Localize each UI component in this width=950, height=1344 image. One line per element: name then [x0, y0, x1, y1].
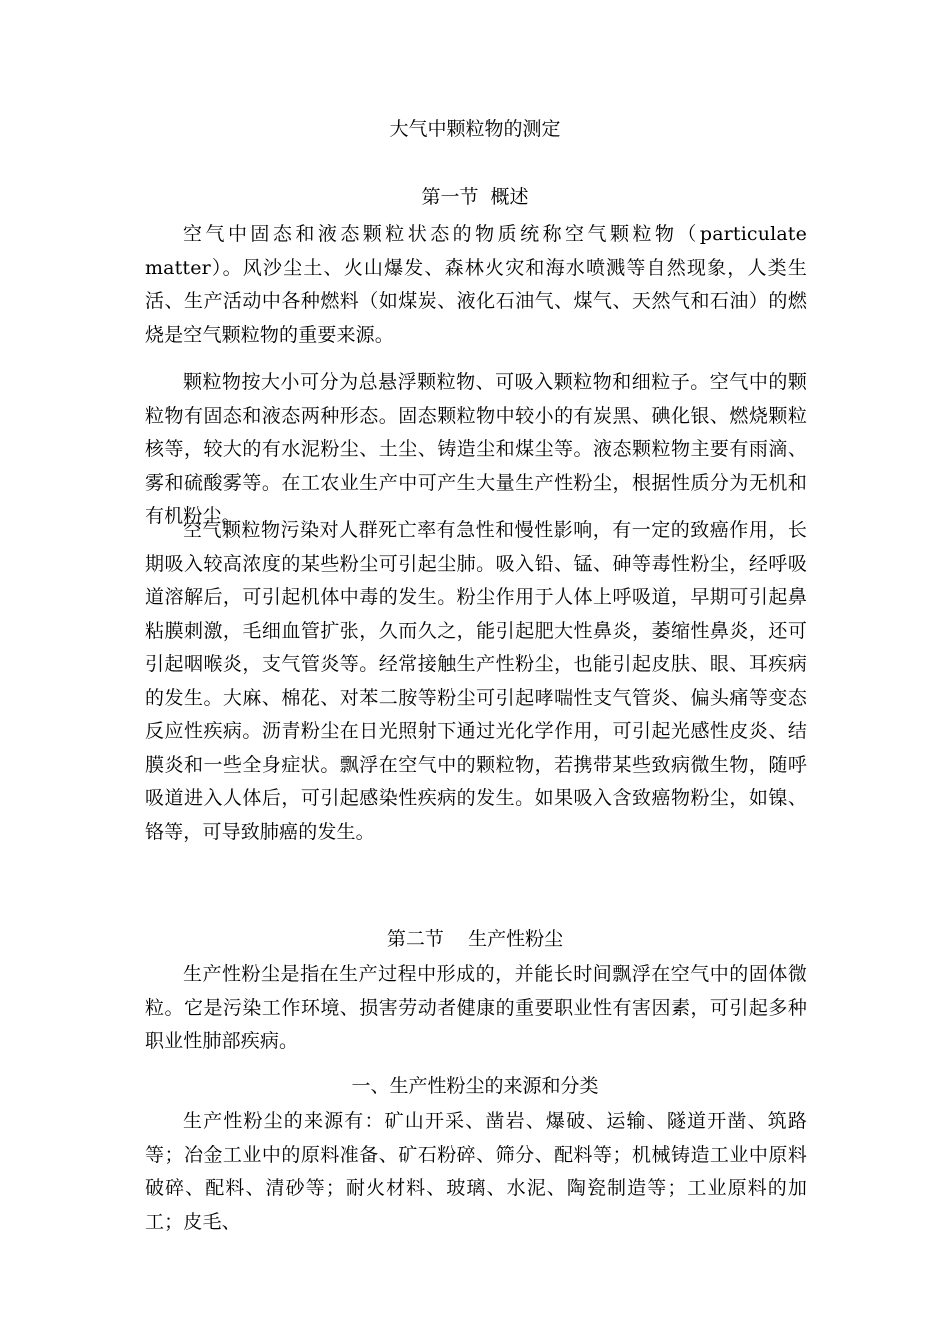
section-1-paragraph-2: 颗粒物按大小可分为总悬浮颗粒物、可吸入颗粒物和细粒子。空气中的颗粒物有固态和液态两种形态。固态颗粒物中较小的有炭黑、碘化银、燃烧颗粒核等，较大的有水泥粉尘、土尘、铸造尘和煤尘等。液态颗粒物主要有雨滴、雾和硫酸雾等。在工农业生产中可产生大量生产性粉尘，根据性质分为无机和有机粉尘。	[145, 371, 807, 527]
section-1-paragraph-3: 空气颗粒物污染对人群死亡率有急性和慢性影响，有一定的致癌作用，长期吸入较高浓度的某些粉尘可引起尘肺。吸入铅、锰、砷等毒性粉尘，经呼吸道溶解后，可引起机体中毒的发生。粉尘作用于人体上呼吸道，早期可引起鼻粘膜刺激，毛细血管扩张，久而久之，能引起肥大性鼻炎，萎缩性鼻炎，还可引起咽喉炎，支气管炎等。经常接触生产性粉尘，也能引起皮肤、眼、耳疾病的发生。大麻、棉花、对苯二胺等粉尘可引起哮喘性支气管炎、偏头痛等变态反应性疾病。沥青粉尘在日光照射下通过光化学作用，可引起光感性皮炎、结膜炎和一些全身症状。飘浮在空气中的颗粒物，若携带某些致病微生物，随呼吸道进入人体后，可引起感染性疾病的发生。如果吸入含致癌物粉尘，如镍、铬等，可导致肺癌的发生。	[145, 519, 807, 843]
document-title: 大气中颗粒物的测定	[389, 118, 561, 140]
section-1-paragraph-1: 空气中固态和液态颗粒状态的物质统称空气颗粒物（particulate matter）。风沙尘土、火山爆发、森林火灾和海水喷溅等自然现象，人类生活、生产活动中各种燃料（如煤炭、液化石油气、煤气、天然气和石油）的燃烧是空气颗粒物的重要来源。	[145, 223, 807, 346]
section-2-intro-paragraph: 生产性粉尘是指在生产过程中形成的，并能长时间飘浮在空气中的固体微粒。它是污染工作环境、损害劳动者健康的重要职业性有害因素，可引起多种职业性肺部疾病。	[145, 963, 807, 1052]
section-2-subheading: 一、生产性粉尘的来源和分类	[351, 1075, 599, 1097]
section-2-sources-paragraph: 生产性粉尘的来源有：矿山开采、凿岩、爆破、运输、隧道开凿、筑路等；冶金工业中的原料准备、矿石粉碎、筛分、配料等；机械铸造工业中原料破碎、配料、清砂等；耐火材料、玻璃、水泥、陶瓷制造等；工业原料的加工；皮毛、	[145, 1110, 807, 1233]
section-1-heading: 第一节 概述	[421, 186, 529, 208]
section-2-heading: 第二节 生产性粉尘	[386, 928, 564, 950]
